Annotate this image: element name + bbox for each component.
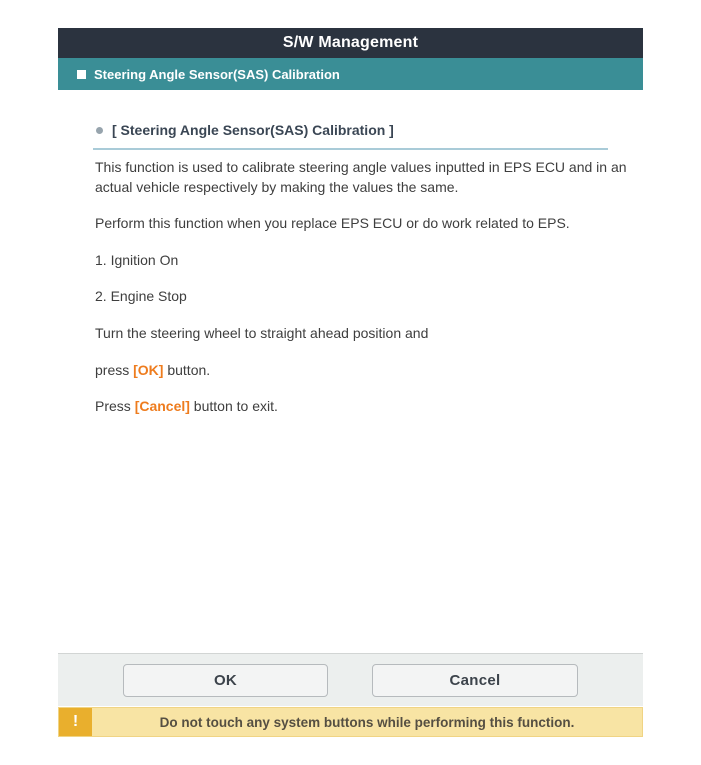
- button-bar: [58, 653, 643, 706]
- warning-message: Do not touch any system buttons while performing this function.: [159, 714, 575, 730]
- cancel-button[interactable]: Cancel: [372, 664, 578, 697]
- press-cancel-prefix: Press: [95, 398, 135, 415]
- ok-token: [OK]: [133, 361, 164, 378]
- square-bullet-icon: [77, 70, 86, 79]
- paragraph-press-ok: [95, 361, 640, 381]
- press-cancel-suffix: button to exit.: [189, 398, 278, 415]
- step-engine-stop: 2. Engine Stop: [95, 288, 187, 305]
- subheader-bar: [58, 58, 643, 90]
- paragraph-press-cancel: [95, 397, 640, 417]
- press-ok-suffix: button.: [163, 361, 211, 378]
- paragraph-when-to-perform: Perform this function when you replace EPS ECU or do work related to EPS.: [95, 215, 570, 232]
- paragraph-turn-wheel: Turn the steering wheel to straight ahead position and: [95, 324, 429, 341]
- ok-button[interactable]: OK: [123, 664, 328, 697]
- press-ok-prefix: press: [95, 361, 134, 378]
- page-title: S/W Management: [282, 34, 419, 51]
- section-heading: [93, 122, 608, 150]
- paragraph-description: This function is used to calibrate steering angle values inputted in EPS ECU and in an actual vehicle respectively by making the values the same.: [95, 159, 627, 195]
- cancel-token: [Cancel]: [134, 398, 190, 415]
- subheader-label: Steering Angle Sensor(SAS) Calibration: [94, 66, 340, 82]
- title-bar: [58, 28, 643, 58]
- circle-bullet-icon: [96, 127, 103, 134]
- step-ignition-on: 1. Ignition On: [95, 251, 179, 268]
- warning-bar: [58, 707, 643, 737]
- section-heading-text: [ Steering Angle Sensor(SAS) Calibration ]: [112, 122, 394, 138]
- exclamation-icon: !: [59, 708, 92, 736]
- instruction-text: [95, 158, 640, 434]
